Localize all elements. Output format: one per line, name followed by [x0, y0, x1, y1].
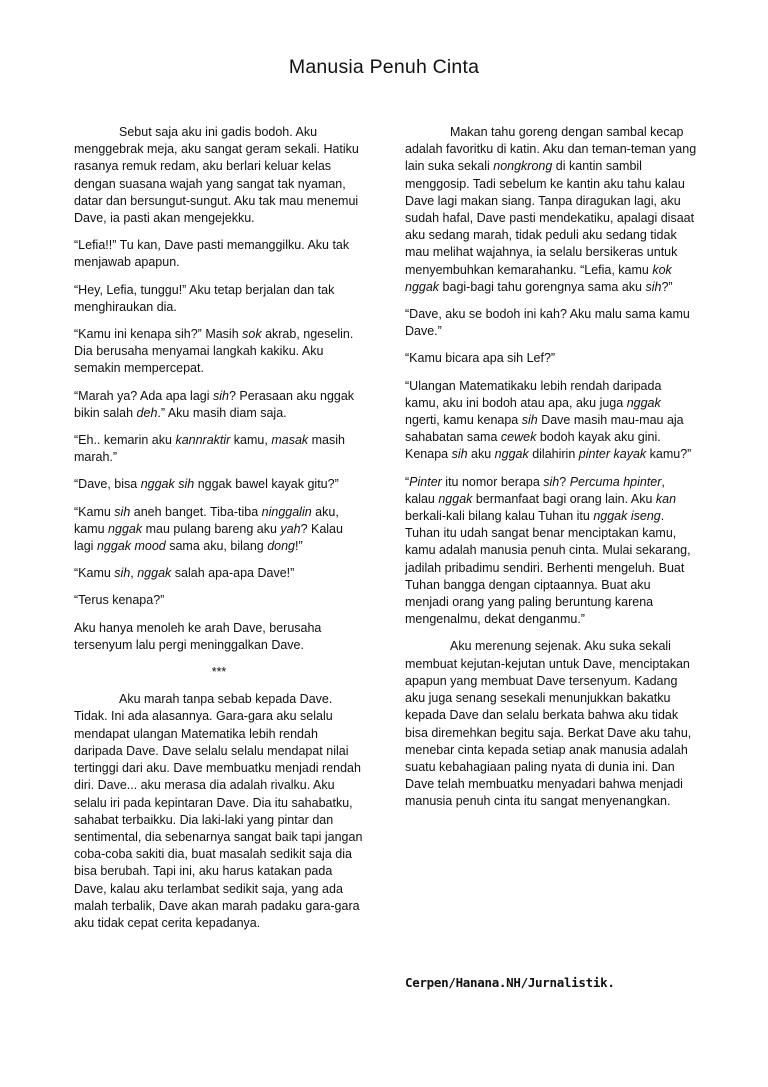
paragraph: [405, 350, 697, 367]
text: Makan tahu goreng dengan sambal kecap adalah favoritku di katin. Aku dan teman-teman yang lain suka sekali: [405, 125, 697, 174]
right-column: [405, 124, 697, 821]
text: di kantin sambil menggosip. Tadi sebelum ke kantin aku tahu kalau Dave lagi makan siang. Tanpa diragukan lagi, aku sudah hafal, Dave pasti mendekatiku, apalagi disaat aku sedang marah, tidak peduli aku sedang tidak mau melihat wajahnya, ia selalu bersikeras untuk menyembuhkan kemarahanku. “Lefia, kamu: [405, 159, 695, 277]
italic-text: sih: [521, 413, 538, 428]
text: ?: [559, 474, 570, 489]
italic-text: pinter kayak: [578, 447, 647, 462]
text: mau pulang bareng aku: [142, 521, 281, 536]
text: Sebut saja aku ini gadis bodoh. Aku menggebrak meja, aku sangat geram sekali. Hatiku rasanya remuk redam, aku berlari keluar kelas dengan suasana wajah yang sangat tak nyaman, datar dan bersungut-sungut. Aku tak mau menemui Dave, ia pasti akan mengejekku.: [74, 125, 359, 226]
italic-text: sih: [114, 566, 131, 581]
text: berkali-kali bilang kalau Tuhan itu: [405, 509, 594, 524]
text: ? Kalau lagi: [74, 521, 343, 554]
text: . Tuhan itu udah sangat benar menciptakan kamu, kamu adalah manusia penuh cinta. Mulai sekarang, jadilah pribadimu sendiri. Berhenti mengeluh. Buat Tuhan bangga dengan ciptaannya. Buat aku menjadi orang yang paling beruntung karena mengenalmu, dekat denganmu.”: [405, 509, 691, 627]
italic-text: sok: [242, 327, 262, 342]
text: Aku marah tanpa sebab kepada Dave. Tidak. Ini ada alasannya. Gara-gara aku selalu mendapat ulangan Matematika lebih rendah daripada Dave. Dave selalu selalu mendapat nilai tertinggi dari aku. Dave membuatku menjadi rendah diri. Dave... aku merasa dia adalah rivalku. Aku selalu iri pada kepintaran Dave. Dia itu sahabatku, sahabat terbaikku. Dia laki-laki yang pintar dan sentimental, dia sebenarnya sangat baik tapi jangan coba-coba sakiti dia, buat masalah sedikit saja dia bisa berubah. Tapi ini, aku harus katakan pada Dave, kalau aku terlambat sedikit saja, yang ada malah terbalik, Dave akan marah padaku gara-gara aku tidak cepat cerita kepadanya.: [74, 692, 363, 930]
text: “Dave, aku se bodoh ini kah? Aku malu sama kamu Dave.”: [405, 307, 690, 339]
text: Aku merenung sejenak. Aku suka sekali membuat kejutan-kejutan untuk Dave, menciptakan apapun yang membuat Dave tersenyum. Kadang aku juga senang sesekali menunjukkan bakatku kepada Dave dan selalu berkata bahwa aku tidak bisa diremehkan begitu saja. Berkat Dave aku tahu, menebar cinta kepada setiap anak manusia adalah suatu kebahagiaan paling nyata di dunia ini. Dan Dave telah membuatku menyadari bahwa menjadi manusia penuh cinta itu sangat menyenangkan.: [405, 639, 692, 809]
text: ? Perasaan aku nggak bikin salah: [74, 388, 355, 420]
text: “Dave, bisa: [74, 477, 141, 492]
italic-text: ninggalin: [261, 504, 312, 519]
italic-text: nggak: [137, 566, 172, 581]
text: !”: [295, 539, 303, 554]
text: kamu,: [230, 433, 272, 448]
text: Aku hanya menoleh ke arah Dave, berusaha tersenyum lalu pergi meninggalkan Dave.: [74, 620, 322, 652]
text: “Ulangan Matematikaku lebih rendah daripada kamu, aku ini bodoh atau apa, aku juga: [405, 378, 662, 410]
text: .” Aku masih diam saja.: [157, 405, 287, 420]
text: ,: [130, 566, 138, 581]
italic-text: sih: [114, 504, 131, 519]
italic-text: nggak: [626, 395, 661, 410]
paragraph: [405, 124, 697, 296]
paragraph: [405, 474, 697, 629]
italic-text: kan: [655, 491, 677, 506]
text: aku: [467, 447, 495, 462]
paragraph: [405, 306, 697, 340]
text: salah apa-apa Dave!”: [171, 566, 295, 581]
paragraph: [74, 388, 364, 422]
paragraph: [74, 565, 364, 582]
text: “Kamu: [74, 566, 115, 581]
text: “Kamu bicara apa sih Lef?”: [405, 351, 556, 366]
left-column: [74, 124, 364, 942]
paragraph: [405, 378, 697, 464]
italic-text: nggak: [438, 491, 473, 506]
text: aku, kamu: [74, 504, 339, 536]
paragraph: [74, 124, 364, 227]
author-signature: Cerpen/Hanana.NH/Jurnalistik.: [405, 975, 615, 990]
italic-text: cewek: [500, 430, 537, 445]
italic-text: masak: [271, 433, 309, 448]
text: bermanfaat bagi orang lain. Aku: [472, 491, 656, 506]
text: bodoh kayak aku gini. Kenapa: [405, 430, 661, 462]
text: akrab, ngeselin. Dia berusaha menyamai langkah kakiku. Aku semakin mempercepat.: [74, 327, 354, 376]
text: “Terus kenapa?”: [74, 593, 165, 608]
italic-text: yah: [280, 521, 301, 536]
paragraph: [74, 620, 364, 654]
text: aneh banget. Tiba-tiba: [130, 504, 262, 519]
text: , kalau: [405, 474, 665, 506]
text: ngerti, kamu kenapa: [405, 413, 522, 428]
text: masih marah.”: [74, 433, 345, 465]
italic-text: sih: [451, 447, 468, 462]
text: ?”: [661, 279, 673, 294]
italic-text: Pinter: [409, 474, 442, 489]
italic-text: kannraktir: [175, 433, 231, 448]
section-separator: [74, 664, 364, 681]
paragraph: [405, 638, 697, 810]
italic-text: nongkrong: [493, 159, 553, 174]
text: nggak bawel kayak gitu?”: [194, 477, 339, 492]
text: “Kamu ini kenapa sih?” Masih: [74, 327, 243, 342]
italic-text: nggak: [494, 447, 529, 462]
text: “Kamu: [74, 504, 115, 519]
paragraph: [74, 282, 364, 316]
paragraph: [74, 326, 364, 378]
text: kamu?”: [646, 447, 692, 462]
page-title: Manusia Penuh Cinta: [288, 56, 480, 78]
paragraph: [74, 592, 364, 609]
italic-text: deh: [136, 405, 158, 420]
text: Dave masih mau-mau aja sahabatan sama: [405, 413, 684, 445]
text: “Hey, Lefia, tunggu!” Aku tetap berjalan dan tak menghiraukan dia.: [74, 282, 335, 314]
italic-text: nggak: [108, 521, 143, 536]
italic-text: kok nggak: [405, 262, 672, 294]
text: “Eh.. kemarin aku: [74, 433, 176, 448]
paragraph: [74, 432, 364, 466]
text: “: [405, 474, 410, 489]
text: “Marah ya? Ada apa lagi: [74, 388, 213, 403]
text: itu nomor berapa: [441, 474, 544, 489]
italic-text: sih: [645, 279, 662, 294]
italic-text: nggak mood: [96, 539, 166, 554]
text: dilahirin: [528, 447, 579, 462]
text: “Lefia!!” Tu kan, Dave pasti memanggilku. Aku tak menjawab apapun.: [74, 238, 350, 270]
italic-text: Percuma hpinter: [569, 474, 662, 489]
text: bagi-bagi tahu gorengnya sama aku: [439, 279, 646, 294]
italic-text: nggak iseng: [593, 509, 661, 524]
italic-text: sih: [212, 388, 229, 403]
italic-text: sih: [543, 474, 560, 489]
paragraph: [74, 476, 364, 493]
paragraph: [74, 237, 364, 271]
paragraph: [74, 504, 364, 556]
paragraph: [74, 691, 364, 932]
italic-text: nggak sih: [140, 477, 195, 492]
text: ***: [211, 665, 227, 680]
italic-text: dong: [267, 539, 296, 554]
text: sama aku, bilang: [165, 539, 268, 554]
